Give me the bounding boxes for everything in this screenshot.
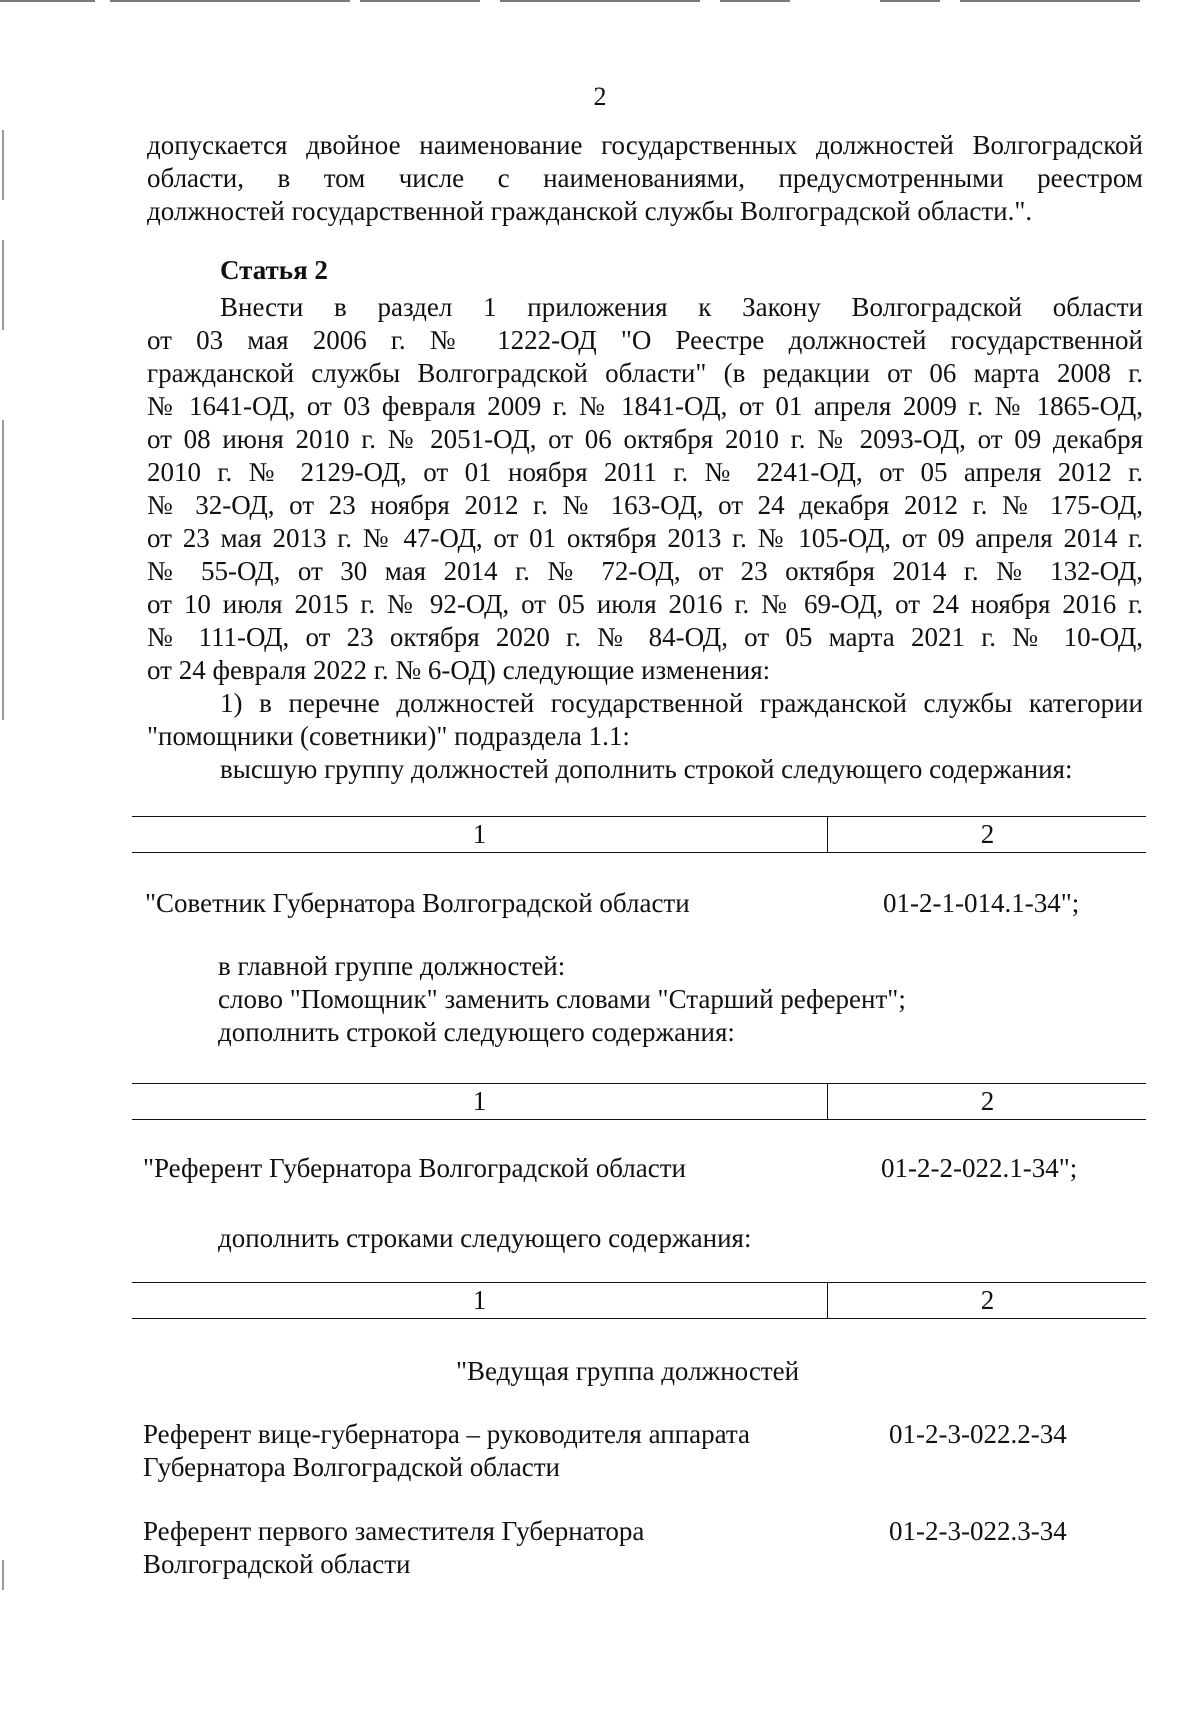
text-line: от 23 мая 2013 г. № 47-ОД, от 01 октября 2013 г. № 105-ОД, от 09 апреля 2014 г. xyxy=(147,523,1143,553)
text-line: № 32-ОД, от 23 ноября 2012 г. № 163-ОД, от 24 декабря 2012 г. № 175-ОД, xyxy=(147,490,1143,520)
column-header-table xyxy=(132,816,1146,853)
text-line: допускается двойное наименование государственных должностей Волгоградской xyxy=(147,130,1143,160)
entry-name-line: Референт первого заместителя Губернатора xyxy=(143,1516,645,1546)
group-title: "Ведущая группа должностей xyxy=(456,1356,800,1386)
entry-name xyxy=(143,1515,644,1581)
entry-name-line: Волгоградской области xyxy=(143,1549,411,1579)
text-line: № 111-ОД, от 23 октября 2020 г. № 84-ОД, от 05 марта 2021 г. № 10-ОД, xyxy=(147,622,1143,652)
column-header-table xyxy=(132,1083,1146,1120)
text-line: от 24 февраля 2022 г. № 6-ОД) следующие изменения: xyxy=(147,655,771,685)
article-paragraph xyxy=(147,291,1143,786)
scan-edge-left xyxy=(2,1560,4,1590)
entry-code: 01-2-3-022.2-34 xyxy=(889,1419,1067,1449)
entry-name xyxy=(143,1418,750,1484)
text-line: "помощники (советники)" подраздела 1.1: xyxy=(147,721,630,751)
text-line: от 08 июня 2010 г. № 2051-ОД, от 06 октября 2010 г. № 2093-ОД, от 09 декабря xyxy=(147,424,1143,454)
text-line: от 03 мая 2006 г. № 1222-ОД "О Реестре должностей государственной xyxy=(147,325,1143,355)
entry-code: 01-2-2-022.1-34"; xyxy=(881,1153,1078,1183)
add-lines-text: дополнить строками следующего содержания: xyxy=(218,1223,752,1253)
scan-edge-left xyxy=(2,130,4,200)
scan-edge-left xyxy=(2,420,4,720)
text-line: 1) в перечне должностей государственной гражданской службы категории xyxy=(220,688,1143,718)
entry-name: "Референт Губернатора Волгоградской области xyxy=(143,1153,686,1183)
article-heading: Статья 2 xyxy=(220,255,328,285)
text-line: области, в том числе с наименованиями, предусмотренными реестром xyxy=(147,163,1143,193)
text-line: № 55-ОД, от 30 мая 2014 г. № 72-ОД, от 23 октября 2014 г. № 132-ОД, xyxy=(147,556,1143,586)
text-line: 2010 г. № 2129-ОД, от 01 ноября 2011 г. № 2241-ОД, от 05 апреля 2012 г. xyxy=(147,457,1143,487)
column-number-1: 1 xyxy=(132,1283,828,1318)
text-line: должностей государственной гражданской службы Волгоградской области.". xyxy=(147,196,1033,226)
entry-code: 01-2-1-014.1-34"; xyxy=(883,888,1080,918)
text-line: Внести в раздел 1 приложения к Закону Волгоградской области xyxy=(220,292,1143,322)
text-line: № 1641-ОД, от 03 февраля 2009 г. № 1841-ОД, от 01 апреля 2009 г. № 1865-ОД, xyxy=(147,391,1143,421)
text-line: высшую группу должностей дополнить строкой следующего содержания: xyxy=(220,754,1073,784)
main-group-paragraph xyxy=(218,950,1118,1049)
column-header-table xyxy=(132,1282,1146,1319)
text-line: слово "Помощник" заменить словами "Старший референт"; xyxy=(218,984,906,1014)
text-line: дополнить строкой следующего содержания: xyxy=(218,1017,735,1047)
entry-name: "Советник Губернатора Волгоградской области xyxy=(145,888,690,918)
scan-edge-left xyxy=(2,240,4,330)
scan-edge-top xyxy=(0,0,1200,4)
column-number-1: 1 xyxy=(132,1084,828,1119)
text-line: гражданской службы Волгоградской области" (в редакции от 06 марта 2008 г. xyxy=(147,358,1143,388)
text-line: в главной группе должностей: xyxy=(218,951,566,981)
intro-paragraph xyxy=(147,129,1143,228)
entry-code: 01-2-3-022.3-34 xyxy=(889,1516,1067,1546)
entry-name-line: Референт вице-губернатора – руководителя аппарата xyxy=(143,1419,750,1449)
column-number-2: 2 xyxy=(980,1285,995,1315)
column-number-2: 2 xyxy=(980,819,995,849)
column-number-2: 2 xyxy=(980,1086,995,1116)
entry-name-line: Губернатора Волгоградской области xyxy=(143,1452,561,1482)
text-line: от 10 июля 2015 г. № 92-ОД, от 05 июля 2016 г. № 69-ОД, от 24 ноября 2016 г. xyxy=(147,589,1143,619)
column-number-1: 1 xyxy=(132,817,828,852)
page-number: 2 xyxy=(593,82,607,111)
